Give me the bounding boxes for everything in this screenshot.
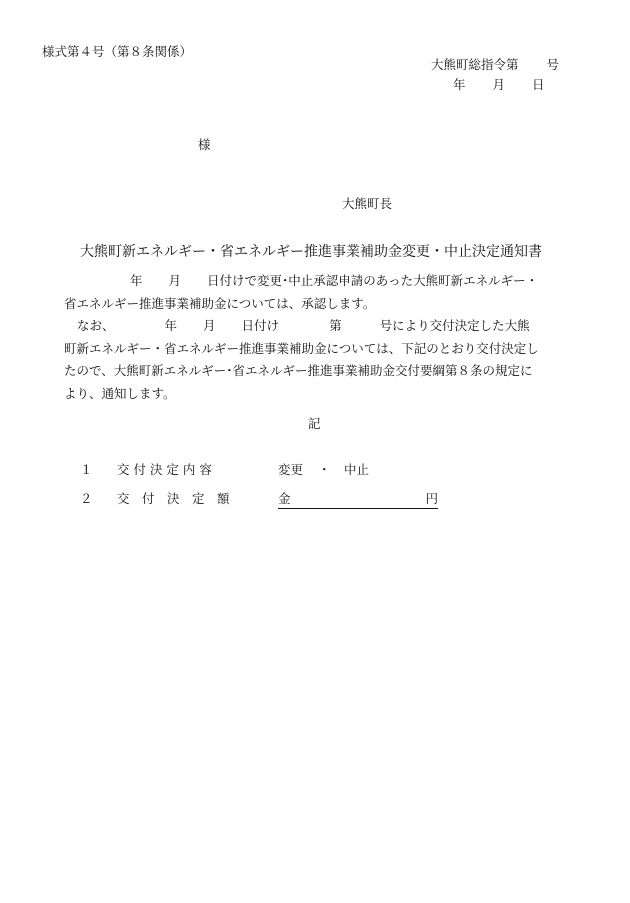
form-number: 様式第４号（第８条関係） [42,44,193,59]
issue-date [453,77,545,93]
item-1-value-change: 変更 [278,462,304,477]
ki-heading: 記 [308,416,321,431]
body-paragraph-2-line-4: より、通知します。 [64,385,176,401]
body-paragraph-1-line-1: 年 月 日付けで変更･中止承認申請のあった大熊町新エネルギー・ [130,273,539,288]
body-paragraph-1-line-2: 省エネルギー推進事業補助金については、承認します。 [64,295,376,311]
body-paragraph-1 [64,270,569,315]
sender-name: 大熊町長 [342,196,393,211]
document-number [431,57,559,73]
issue-date-year: 年 [453,77,466,92]
item-1-number: １ [80,462,93,477]
issue-date-month: 月 [492,77,506,92]
item-2-number: ２ [80,491,93,506]
document-title: 大熊町新エネルギー・省エネルギー推進事業補助金変更・中止決定通知書 [80,244,542,260]
body-paragraph-2-line-2: 町新エネルギー・省エネルギー推進事業補助金については、下記のとおり交付決定し [64,340,539,356]
item-2-amount-suffix: 円 [425,491,438,506]
body-paragraph-2 [64,315,569,405]
item-1-label: 交 付 決 定 内 容 [117,462,212,477]
body-paragraph-2-line-1: なお、 年 月 日付け 第 号により交付決定した大熊 [77,318,530,333]
body-paragraph-2-line-3: たので、大熊町新エネルギー･省エネルギー推進事業補助金交付要綱第８条の規定に [64,363,533,378]
item-2-amount-prefix: 金 [278,491,291,506]
document-number-prefix: 大熊町総指令第 [431,57,519,72]
item-1-value-cancel: 中止 [344,462,370,477]
issue-date-day: 日 [532,77,545,92]
item-2-label: 交 付 決 定 額 [117,491,230,506]
item-1-separator: ・ [318,462,331,477]
item-2-amount-field [278,491,438,509]
recipient-honorific: 様 [198,137,211,152]
document-number-suffix: 号 [546,57,560,72]
